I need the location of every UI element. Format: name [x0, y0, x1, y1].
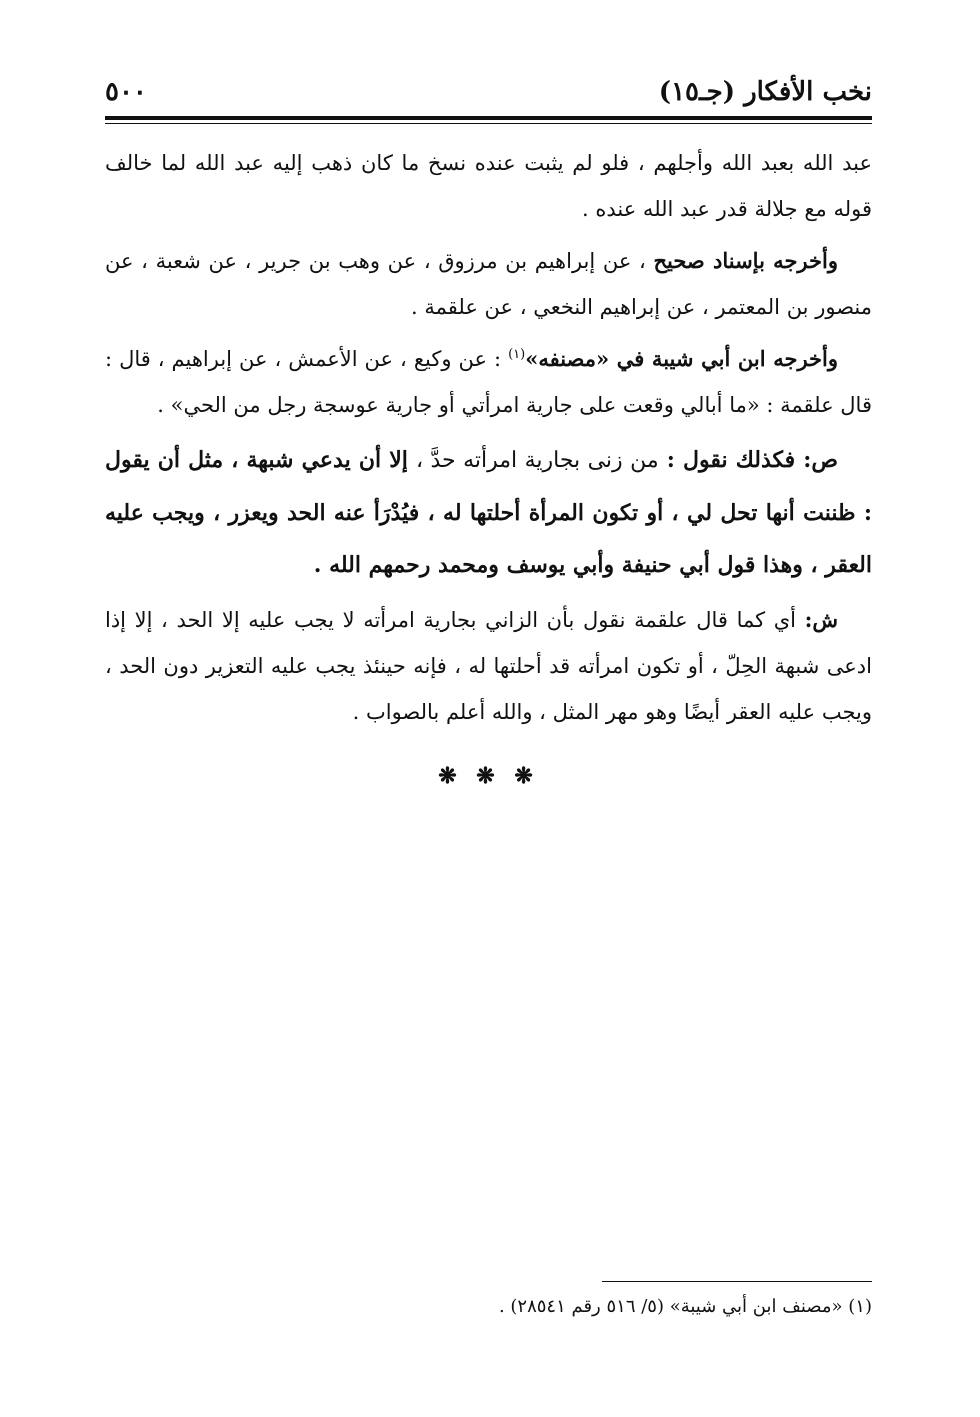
section-separator: ❋ ❋ ❋: [438, 763, 539, 789]
footnote-rule: [602, 1281, 872, 1282]
running-title: نخب الأفكار (جـ١٥): [658, 77, 872, 107]
page-number: ٥٠٠: [105, 77, 147, 107]
paragraph-3-text: : عن وكيع ، عن الأعمش ، عن إبراهيم ، قال : قال علقمة : «ما أبالي وقعت على جارية امرأتي أو جارية عوسجة رجل من الحي» .: [105, 347, 872, 417]
paragraph-2: [105, 238, 872, 330]
matn-lead: ص: فكذلك نقول :: [666, 447, 838, 473]
footnote-reference: (١): [508, 347, 526, 362]
header-rule-thick: [105, 116, 872, 120]
footnote-text: (١) «مصنف ابن أبي شيبة» (٥/ ٥١٦ رقم ٢٨٥٤١) .: [498, 1296, 872, 1317]
paragraph-1-text: عبد الله بعبد الله وأجلهم ، فلو لم يثبت عنده نسخ ما كان ذهب إليه عبد الله لما خالف قوله مع جلالة قدر عبد الله عنده .: [105, 151, 872, 221]
sharh-lead: ش:: [804, 607, 838, 632]
matn-text-2: إلا أن يدعي شبهة ، مثل أن يقول : ظننت أنها تحل لي ، أو تكون المرأة أحلتها له ، فيُدْرَأ عنه الحد ويعزر ، ويجب عليه العقر ، وهذا قول أبي حنيفة وأبي يوسف ومحمد رحمهم الله .: [105, 447, 872, 578]
header-rule-thin: [105, 123, 872, 124]
paragraph-3-lead: وأخرجه ابن أبي شيبة في «مصنفه»: [525, 346, 838, 371]
matn-paragraph: [105, 434, 872, 591]
paragraph-2-lead: وأخرجه بإسناد صحيح: [653, 248, 838, 273]
main-text: [105, 140, 872, 799]
page-header: [105, 72, 872, 112]
sharh-text: أي كما قال علقمة نقول بأن الزاني بجارية امرأته لا يجب عليه إلا الحد ، إلا إذا ادعى شبهة الحِلّ ، أو تكون امرأته قد أحلتها له ، فإنه حينئذ يجب عليه التعزير دون الحد ، ويجب عليه العقر أيضًا وهو مهر المثل ، والله أعلم بالصواب .: [105, 608, 872, 724]
paragraph-2-text: ، عن إبراهيم بن مرزوق ، عن وهب بن جرير ، عن شعبة ، عن منصور بن المعتمر ، عن إبراهيم النخعي ، عن علقمة .: [105, 249, 872, 319]
sharh-paragraph: [105, 597, 872, 735]
paragraph-1: [105, 140, 872, 232]
footnote: [105, 1292, 872, 1322]
paragraph-3: [105, 336, 872, 428]
matn-text-1: من زنى بجارية امرأته حدَّ ،: [415, 448, 659, 473]
